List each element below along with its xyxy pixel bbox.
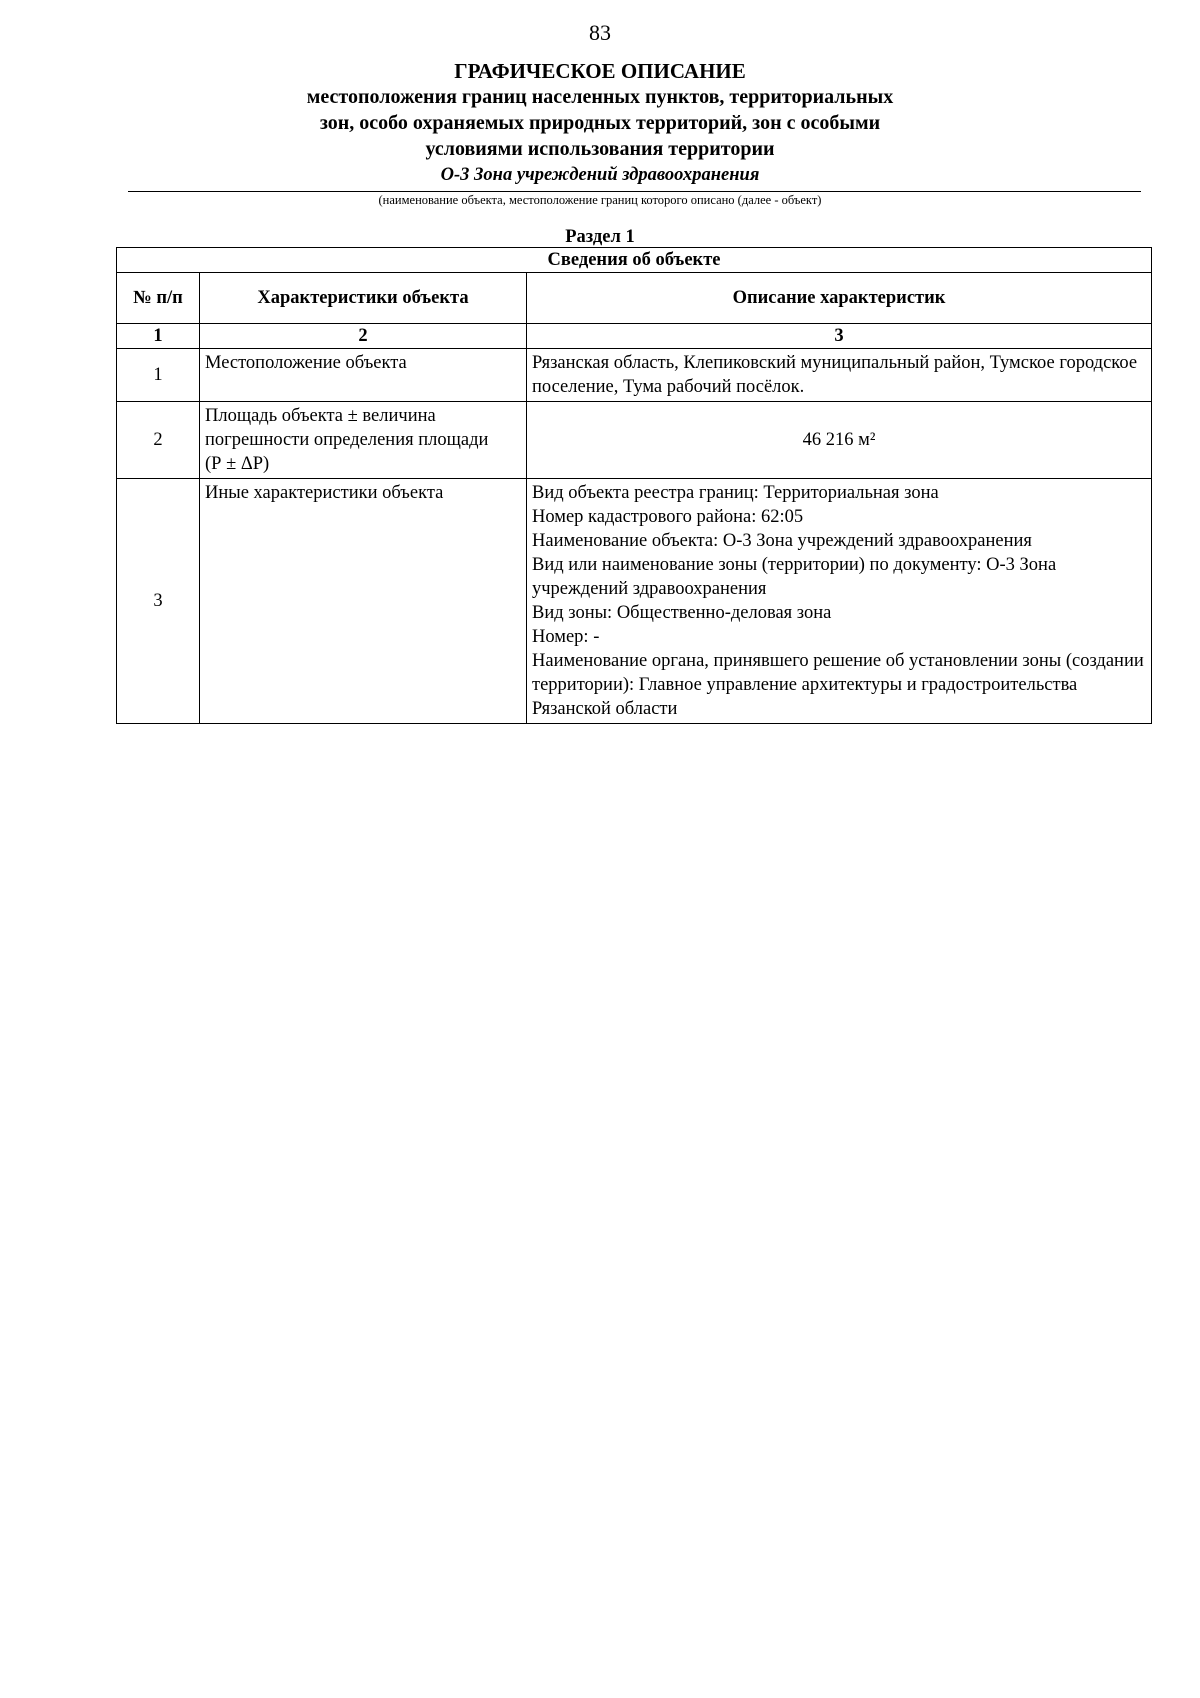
characteristic-line: погрешности определения площади	[205, 430, 489, 450]
header-number	[117, 273, 200, 324]
header-number-label: № п/п	[133, 288, 183, 308]
table-title-row	[117, 248, 1152, 273]
area-value: 46 216 м²	[527, 402, 1152, 479]
row-number: 2	[117, 402, 200, 479]
description-line: Вид зоны: Общественно-деловая зона	[532, 603, 832, 623]
row-number: 3	[117, 479, 200, 724]
characteristic-line: Площадь объекта ± величина	[205, 406, 436, 426]
table-index-row	[117, 324, 1152, 349]
row-number: 1	[117, 349, 200, 402]
header-characteristics: Характеристики объекта	[200, 273, 527, 324]
index-cell-2: 2	[200, 324, 527, 349]
title-block	[0, 58, 1200, 186]
description-line: Номер кадастрового района: 62:05	[532, 507, 804, 527]
description-line: Номер: -	[532, 627, 600, 647]
page-number: 83	[589, 20, 611, 45]
row-description	[527, 349, 1152, 402]
description-line: Вид объекта реестра границ: Территориальная зона	[532, 483, 939, 503]
description-line: Наименование объекта: О-3 Зона учреждений здравоохранения	[532, 531, 1032, 551]
description-line: Вид или наименование зоны (территории) по документу: О-3 Зона учреждений здравоохранения	[532, 555, 1057, 599]
header-description: Описание характеристик	[527, 273, 1152, 324]
description-line: Наименование органа, принявшего решение об установлении зоны (создании территории): Главное управление архитектуры и градостроительства Рязанской области	[532, 651, 1144, 719]
document-subtitle-line-1: местоположения границ населенных пунктов, территориальных	[306, 86, 894, 108]
row-characteristic	[200, 402, 527, 479]
document-title: ГРАФИЧЕСКОЕ ОПИСАНИЕ	[454, 59, 746, 83]
object-name-underline	[128, 191, 1141, 192]
characteristic-line: Иные характеристики объекта	[205, 483, 444, 503]
table-title: Сведения об объекте	[117, 248, 1152, 273]
row-characteristic	[200, 479, 527, 724]
table-row	[117, 402, 1152, 479]
table-row	[117, 479, 1152, 724]
document-subtitle-line-2: зон, особо охраняемых природных территорий, зон с особыми	[319, 112, 881, 134]
characteristic-line: Местоположение объекта	[205, 353, 407, 373]
table-row	[117, 349, 1152, 402]
section-title: Раздел 1	[565, 227, 635, 247]
characteristic-line: (Р ± ΔР)	[205, 454, 270, 474]
description-line: Рязанская область, Клепиковский муниципальный район, Тумское городское поселение, Тума рабочий посёлок.	[532, 353, 1138, 397]
row-description	[527, 479, 1152, 724]
table-header-row	[117, 273, 1152, 324]
document-subtitle-line-3: условиями использования территории	[425, 138, 775, 160]
object-name-caption: (наименование объекта, местоположение границ которого описано (далее - объект)	[378, 193, 822, 207]
object-info-table	[116, 247, 1152, 724]
row-characteristic	[200, 349, 527, 402]
object-name: О-3 Зона учреждений здравоохранения	[440, 165, 760, 185]
index-cell-1: 1	[117, 324, 200, 349]
index-cell-3: 3	[527, 324, 1152, 349]
